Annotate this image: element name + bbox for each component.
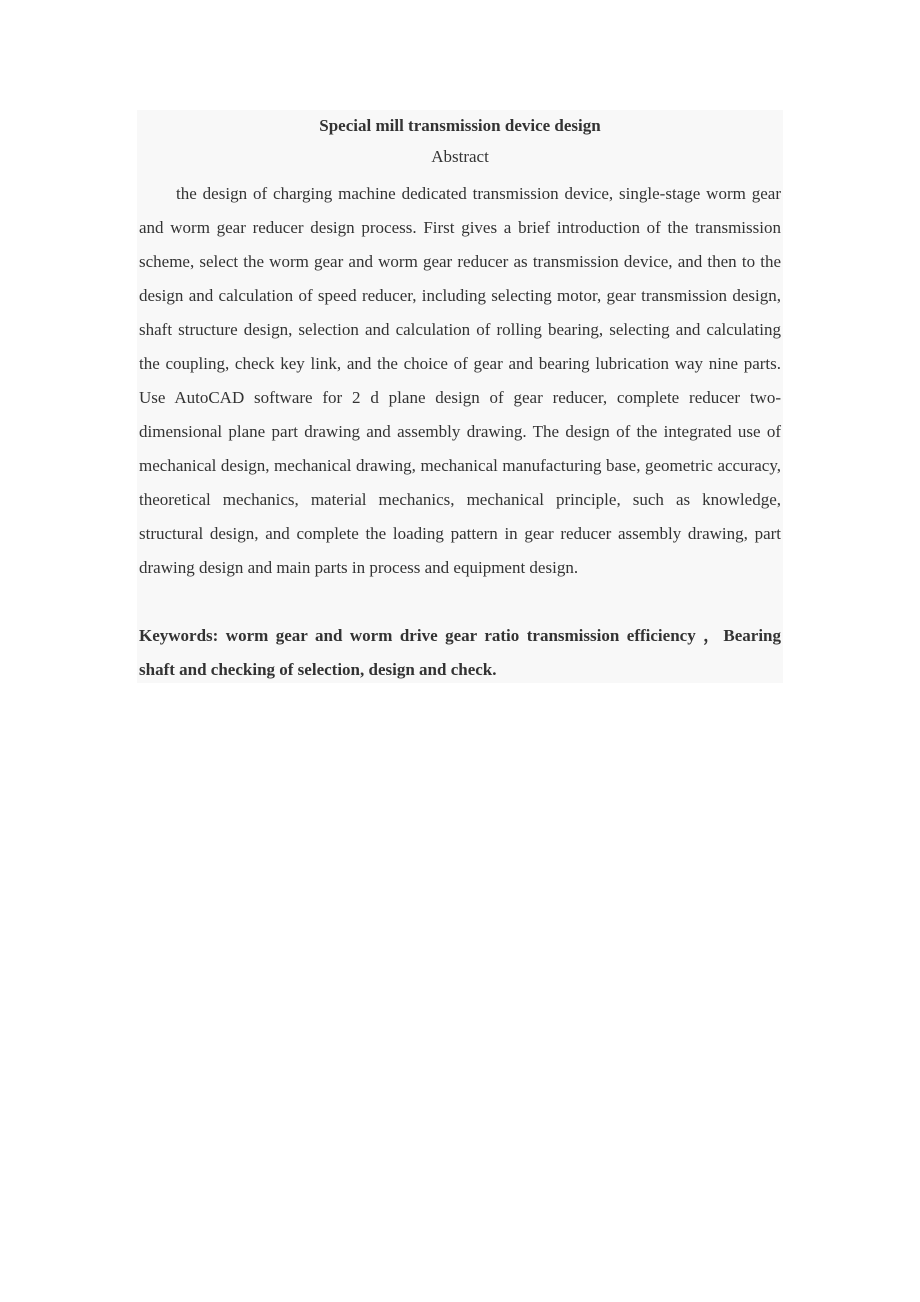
document-title: Special mill transmission device design	[319, 116, 601, 135]
keywords-paragraph: Keywords: worm gear and worm drive gear ratio transmission efficiency ，Bearing shaft and checking of selection, design and check.	[139, 626, 781, 679]
abstract-body: the design of charging machine dedicated transmission device, single-stage worm gear and worm gear reducer design process. First gives a brief introduction of the transmission scheme, select the worm gear and worm gear reducer as transmission device, and then to the design and calculation of speed reducer, including selecting motor, gear transmission design, shaft structure design, selection and calculation of rolling bearing, selecting and calculating the coupling, check key link, and the choice of gear and bearing lubrication way nine parts. Use AutoCAD software for 2 d plane design of gear reducer, complete reducer two-dimensional plane part drawing and assembly drawing. The design of the integrated use of mechanical design, mechanical drawing, mechanical manufacturing base, geometric accuracy, theoretical mechanics, material mechanics, mechanical principle, such as knowledge, structural design, and complete the loading pattern in gear reducer assembly drawing, part drawing design and main parts in process and equipment design.	[139, 184, 781, 577]
abstract-heading: Abstract	[431, 147, 489, 166]
abstract-section	[137, 110, 783, 683]
